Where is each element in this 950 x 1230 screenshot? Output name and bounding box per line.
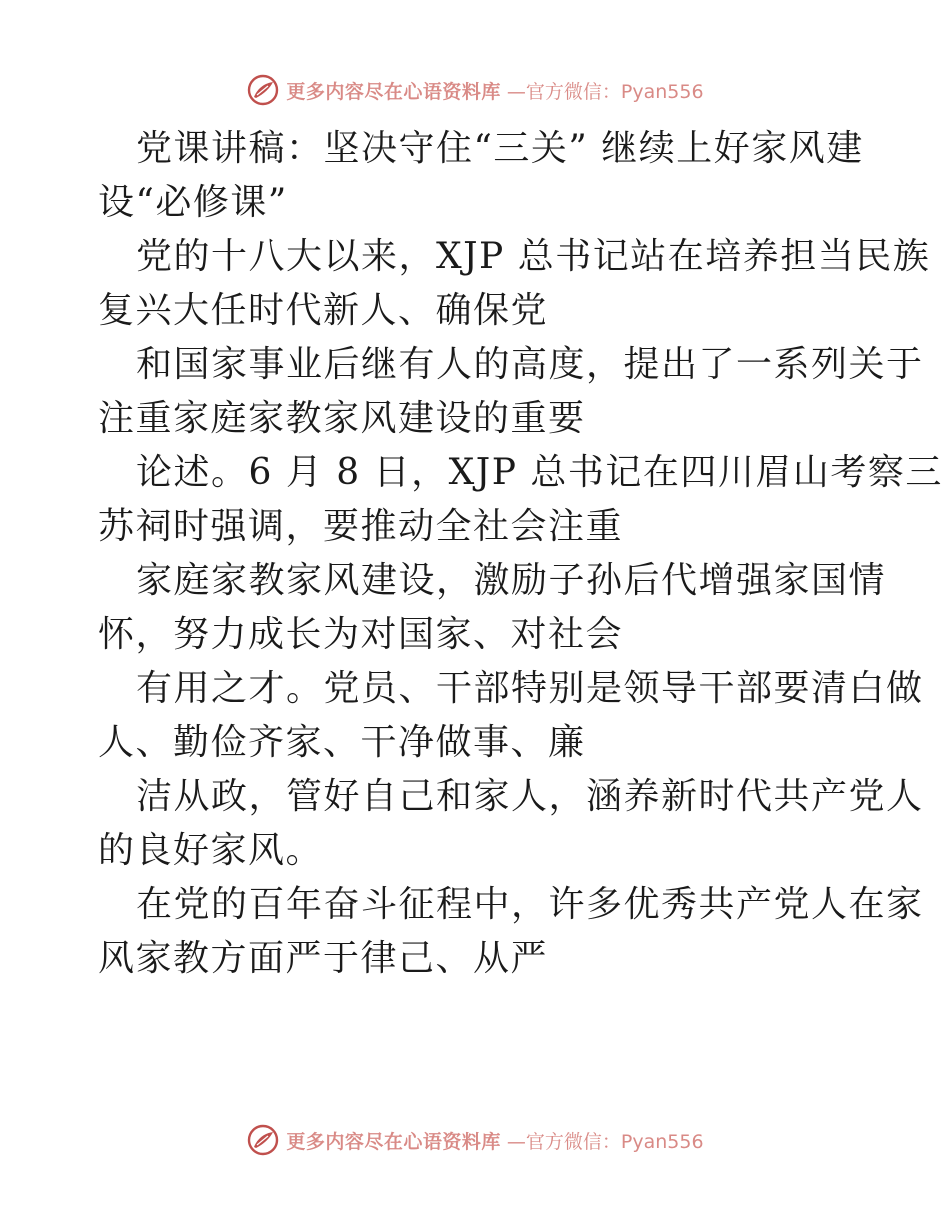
- paragraph-line: 复兴大任时代新人、确保党: [98, 290, 549, 331]
- paragraph-line: 党的十八大以来，XJP 总书记站在培养担当民族: [136, 236, 931, 277]
- paragraph-line: 有用之才。党员、干部特别是领导干部要清白做: [136, 668, 924, 709]
- footer-banner: [0, 1120, 950, 1160]
- paragraph-line: 怀，努力成长为对国家、对社会: [98, 614, 624, 655]
- paragraph-line: 人、勤俭齐家、干净做事、廉: [98, 722, 586, 763]
- title-line: 党课讲稿：坚决守住“三关” 继续上好家风建: [136, 128, 864, 169]
- banner-brand-text: 更多内容尽在心语资料库: [286, 1130, 501, 1153]
- paragraph-line: 洁从政，管好自己和家人，涵养新时代共产党人: [136, 776, 924, 817]
- banner-brand-text: 更多内容尽在心语资料库: [286, 80, 501, 103]
- paragraph-line: 苏祠时强调，要推动全社会注重: [98, 506, 624, 547]
- paragraph-line: 家庭家教家风建设，激励子孙后代增强家国情: [136, 560, 887, 601]
- banner-official-text: —官方微信：Pyan556: [506, 1130, 704, 1153]
- paragraph-line: 论述。6 月 8 日，XJP 总书记在四川眉山考察三: [136, 452, 943, 493]
- pen-nib-logo-icon: [246, 73, 280, 107]
- document-body: [98, 122, 943, 986]
- banner-official-text: —官方微信：Pyan556: [506, 80, 704, 103]
- paragraph-line: 风家教方面严于律己、从严: [98, 938, 549, 979]
- paragraph-line: 的良好家风。: [98, 830, 324, 871]
- paragraph-line: 在党的百年奋斗征程中，许多优秀共产党人在家: [136, 884, 924, 925]
- paragraph-line: 和国家事业后继有人的高度，提出了一系列关于: [136, 344, 924, 385]
- paragraph-line: 注重家庭家教家风建设的重要: [98, 398, 586, 439]
- title-line-continued: 设“必修课”: [98, 182, 288, 223]
- pen-nib-logo-icon: [246, 1123, 280, 1157]
- header-banner: [0, 70, 950, 110]
